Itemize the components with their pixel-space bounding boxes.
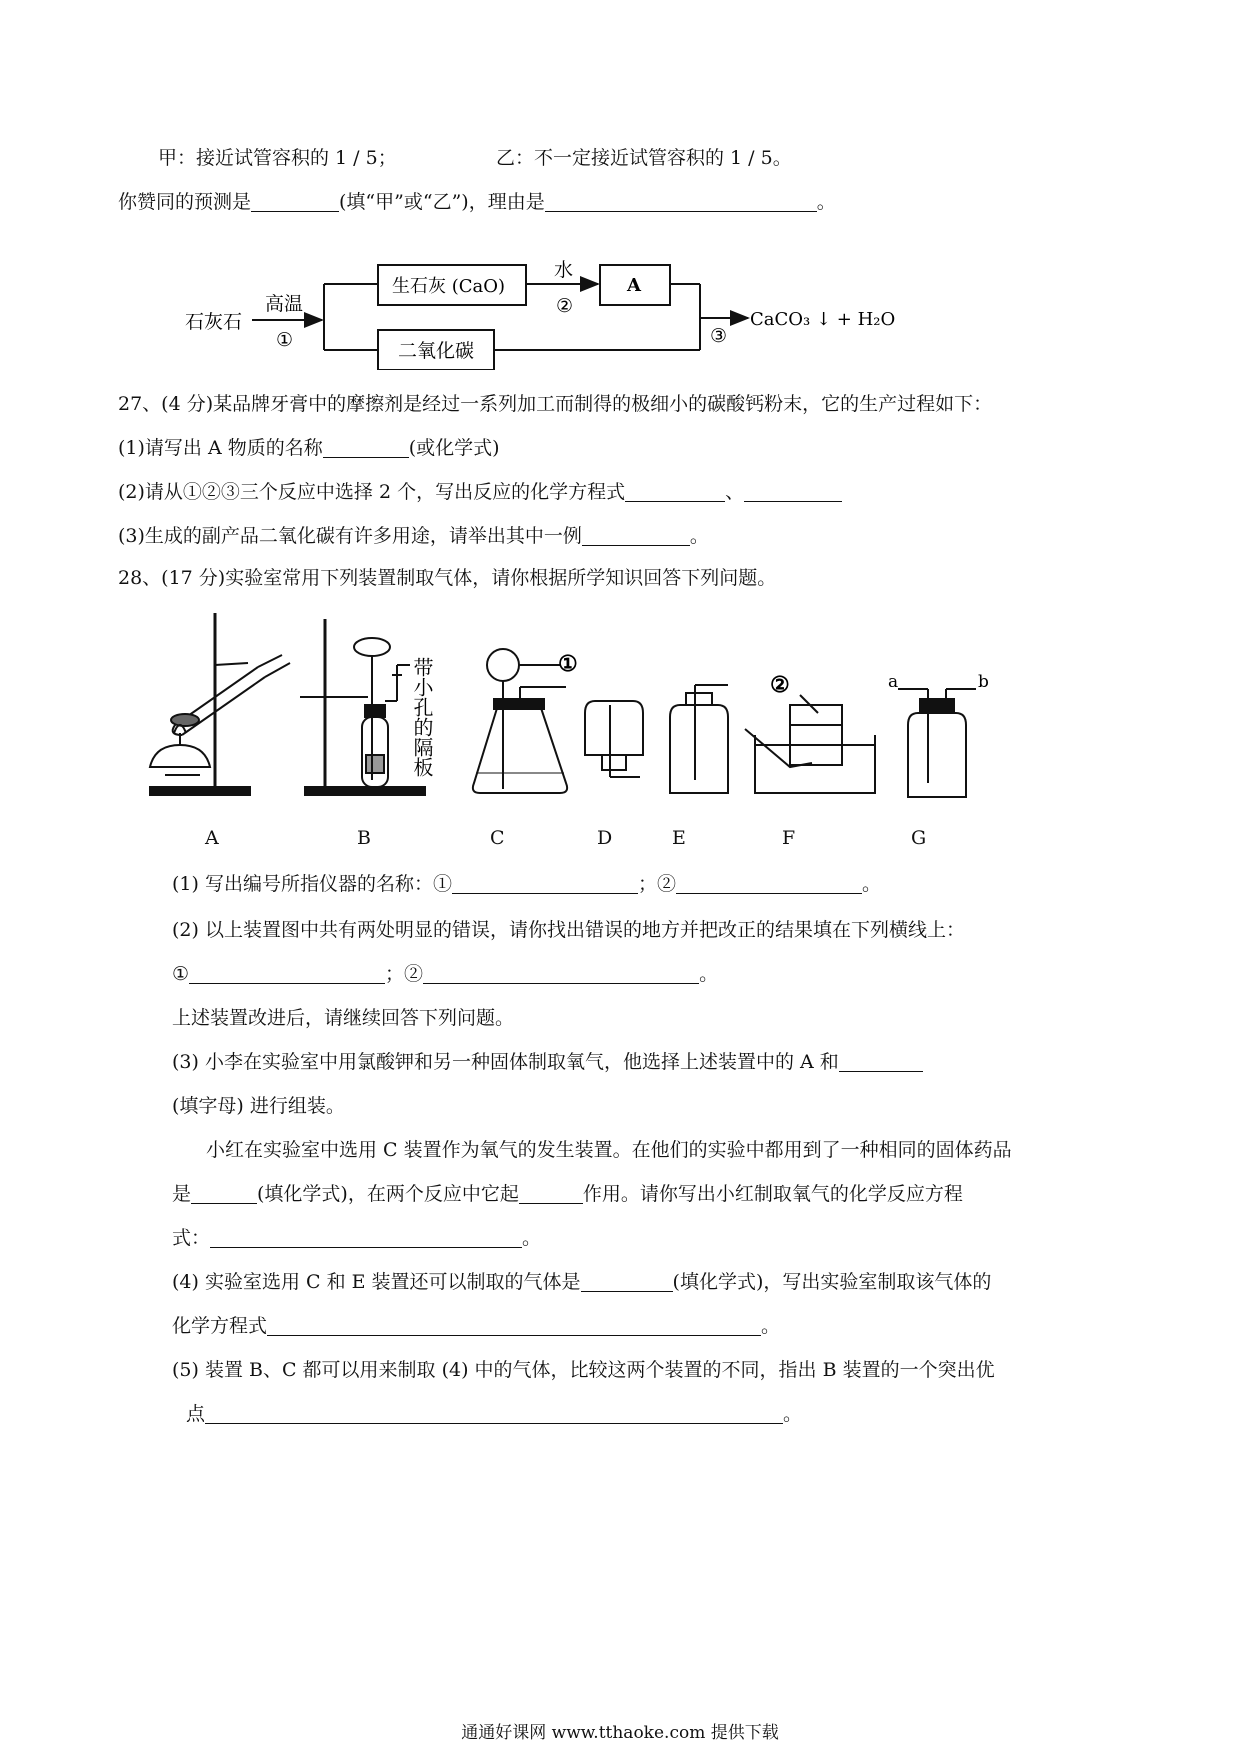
apparatus-e: [670, 685, 728, 793]
q28-gas-blank[interactable]: [581, 1271, 673, 1292]
production-flow-diagram: [0, 250, 1240, 370]
q28-part5-answer: [186, 1402, 802, 1426]
q28-part4: [172, 1270, 991, 1294]
q28-p2-end: 。: [699, 963, 719, 985]
q27-p1-post: (或化学式): [408, 437, 500, 459]
cao-label: 生石灰 (CaO): [392, 276, 506, 297]
label-g: G: [911, 827, 927, 849]
apparatus-a: [150, 613, 290, 795]
apparatus-g: [898, 689, 976, 797]
q28-error1-blank[interactable]: [189, 963, 385, 984]
q28-collect-blank[interactable]: [839, 1051, 923, 1072]
product-label: CaCO₃ ↓ + H₂O: [750, 309, 896, 330]
q28-p3-is: 是: [172, 1183, 192, 1205]
q28-part2: [172, 918, 965, 942]
q28-part5: [172, 1358, 995, 1382]
q28-p4-pre: (4) 实验室选用 C 和 E 装置还可以制取的气体是: [172, 1271, 581, 1293]
label-f: F: [782, 827, 796, 849]
q28-p4-eq-end: 。: [761, 1315, 781, 1337]
q28-error2-blank[interactable]: [423, 963, 699, 984]
label-e: E: [672, 827, 686, 849]
q27-part1: [118, 436, 500, 460]
high-temp-label: 高温: [265, 293, 304, 315]
marker2: ②: [770, 672, 790, 698]
q28-p4-eq-pre: 化学方程式: [172, 1315, 268, 1337]
q28-p1-post: 。: [861, 873, 881, 895]
q28-p3-eq-end: 。: [522, 1227, 542, 1249]
partition-label-text: 带小孔的隔板: [410, 657, 434, 777]
apparatus-b: [300, 619, 425, 795]
q28-p3-eq-pre: 式：: [172, 1227, 211, 1249]
q27-eq2-blank[interactable]: [744, 481, 842, 502]
q28-solid-blank[interactable]: [191, 1183, 257, 1204]
q28-p5-text: (5) 装置 B、C 都可以用来制取 (4) 中的气体，比较这两个装置的不同，指出 B 装置的一个突出优: [172, 1359, 995, 1381]
q28-p3-mid: (填化学式)，在两个反应中它起: [257, 1183, 519, 1205]
q27-p2-sep: 、: [725, 481, 745, 503]
apparatus-f: [745, 695, 875, 793]
q28-p3-pre: (3) 小李在实验室中用氯酸钾和另一种固体制取氧气，他选择上述装置中的 A 和: [172, 1051, 839, 1073]
q28-p4-post: (填化学式)，写出实验室制取该气体的: [672, 1271, 992, 1293]
q28-part3-red: [206, 1138, 1012, 1162]
q28-instrument1-blank[interactable]: [452, 873, 638, 894]
page-footer: 通通好课网 www.tthaoke.com 提供下载: [461, 1723, 779, 1743]
q28-p3-red: 小红在实验室中选用 C 装置作为氧气的发生装置。在他们的实验中都用到了一种相同的固体药品: [206, 1139, 1012, 1161]
prediction-yi: [496, 146, 792, 170]
limestone-label: 石灰石: [185, 311, 243, 333]
q28-part3: [172, 1050, 923, 1074]
apparatus-figure: [0, 605, 1240, 805]
step3-label: ③: [710, 325, 728, 347]
q27-stem-text: 27、(4 分)某品牌牙膏中的摩擦剂是经过一系列加工而制得的极细小的碳酸钙粉末，它的生产过程如下：: [118, 393, 993, 415]
label-a: A: [205, 827, 219, 849]
q28-part1: [172, 872, 881, 896]
q28-part3-cont: [172, 1094, 345, 1118]
water-label: 水: [554, 259, 574, 281]
q27-part3: [118, 524, 709, 548]
a-box-label: A: [627, 275, 641, 296]
port-b: b: [978, 672, 989, 692]
q27-stem: [118, 392, 992, 416]
jia-text: 甲：接近试管容积的 1 / 5；: [158, 147, 397, 169]
q28-p3-cont: (填字母) 进行组装。: [172, 1095, 345, 1117]
q27-co2-use-blank[interactable]: [582, 525, 690, 546]
prediction-question: [118, 190, 836, 214]
choice-blank[interactable]: [251, 191, 339, 212]
step1-label: ①: [276, 329, 294, 351]
label-c: C: [490, 827, 505, 849]
q28-after: [172, 1006, 514, 1030]
q28-stem: [118, 566, 776, 590]
q-pre: 你赞同的预测是: [118, 191, 252, 213]
q28-p2-text: (2) 以上装置图中共有两处明显的错误，请你找出错误的地方并把改正的结果填在下列横线上：: [172, 919, 965, 941]
q28-gas-equation-blank[interactable]: [267, 1315, 761, 1336]
q28-p3-end: 作用。请你写出小红制取氧气的化学反应方程: [582, 1183, 963, 1205]
apparatus-c: [473, 649, 567, 793]
q27-p3-pre: (3)生成的副产品二氧化碳有许多用途，请举出其中一例: [118, 525, 582, 547]
q28-part3-eq: [172, 1226, 541, 1250]
q28-part4-eq: [172, 1314, 780, 1338]
label-b: B: [357, 827, 371, 849]
q28-part2-answers: [172, 962, 718, 986]
marker1: ①: [558, 651, 578, 677]
q-mid: (填“甲”或“乙”)，理由是: [339, 191, 545, 213]
q28-advantage-blank[interactable]: [205, 1403, 783, 1424]
q28-p1-mid: ；②: [637, 873, 676, 895]
q28-o2-equation-blank[interactable]: [210, 1227, 522, 1248]
port-a: a: [888, 672, 899, 692]
yi-text: 乙：不一定接近试管容积的 1 / 5。: [496, 147, 792, 169]
apparatus-d: [585, 701, 643, 777]
reason-blank[interactable]: [545, 191, 817, 212]
q28-p2-c1: ①: [172, 963, 190, 985]
q27-p1-pre: (1)请写出 A 物质的名称: [118, 437, 323, 459]
q28-p5-pre: 点: [186, 1403, 206, 1425]
step2-label: ②: [556, 295, 574, 317]
q28-part3-catalyst: [172, 1182, 963, 1206]
q28-after-text: 上述装置改进后，请继续回答下列问题。: [172, 1007, 515, 1029]
q27-eq1-blank[interactable]: [625, 481, 725, 502]
q28-instrument2-blank[interactable]: [676, 873, 862, 894]
q28-stem-text: 28、(17 分)实验室常用下列装置制取气体，请你根据所学知识回答下列问题。: [118, 567, 777, 589]
q28-p5-end: 。: [783, 1403, 803, 1425]
q27-part2: [118, 480, 842, 504]
q28-p1-pre: (1) 写出编号所指仪器的名称：①: [172, 873, 452, 895]
prediction-jia: [158, 146, 397, 170]
partition-label: [410, 657, 434, 777]
q27-a-name-blank[interactable]: [323, 437, 409, 458]
q28-p2-c2: ；②: [385, 963, 424, 985]
label-d: D: [597, 827, 613, 849]
q-end: 。: [816, 191, 836, 213]
co2-label: 二氧化碳: [398, 340, 475, 362]
q27-p3-post: 。: [689, 525, 709, 547]
q27-p2-pre: (2)请从①②③三个反应中选择 2 个，写出反应的化学方程式: [118, 481, 626, 503]
q28-role-blank[interactable]: [519, 1183, 583, 1204]
